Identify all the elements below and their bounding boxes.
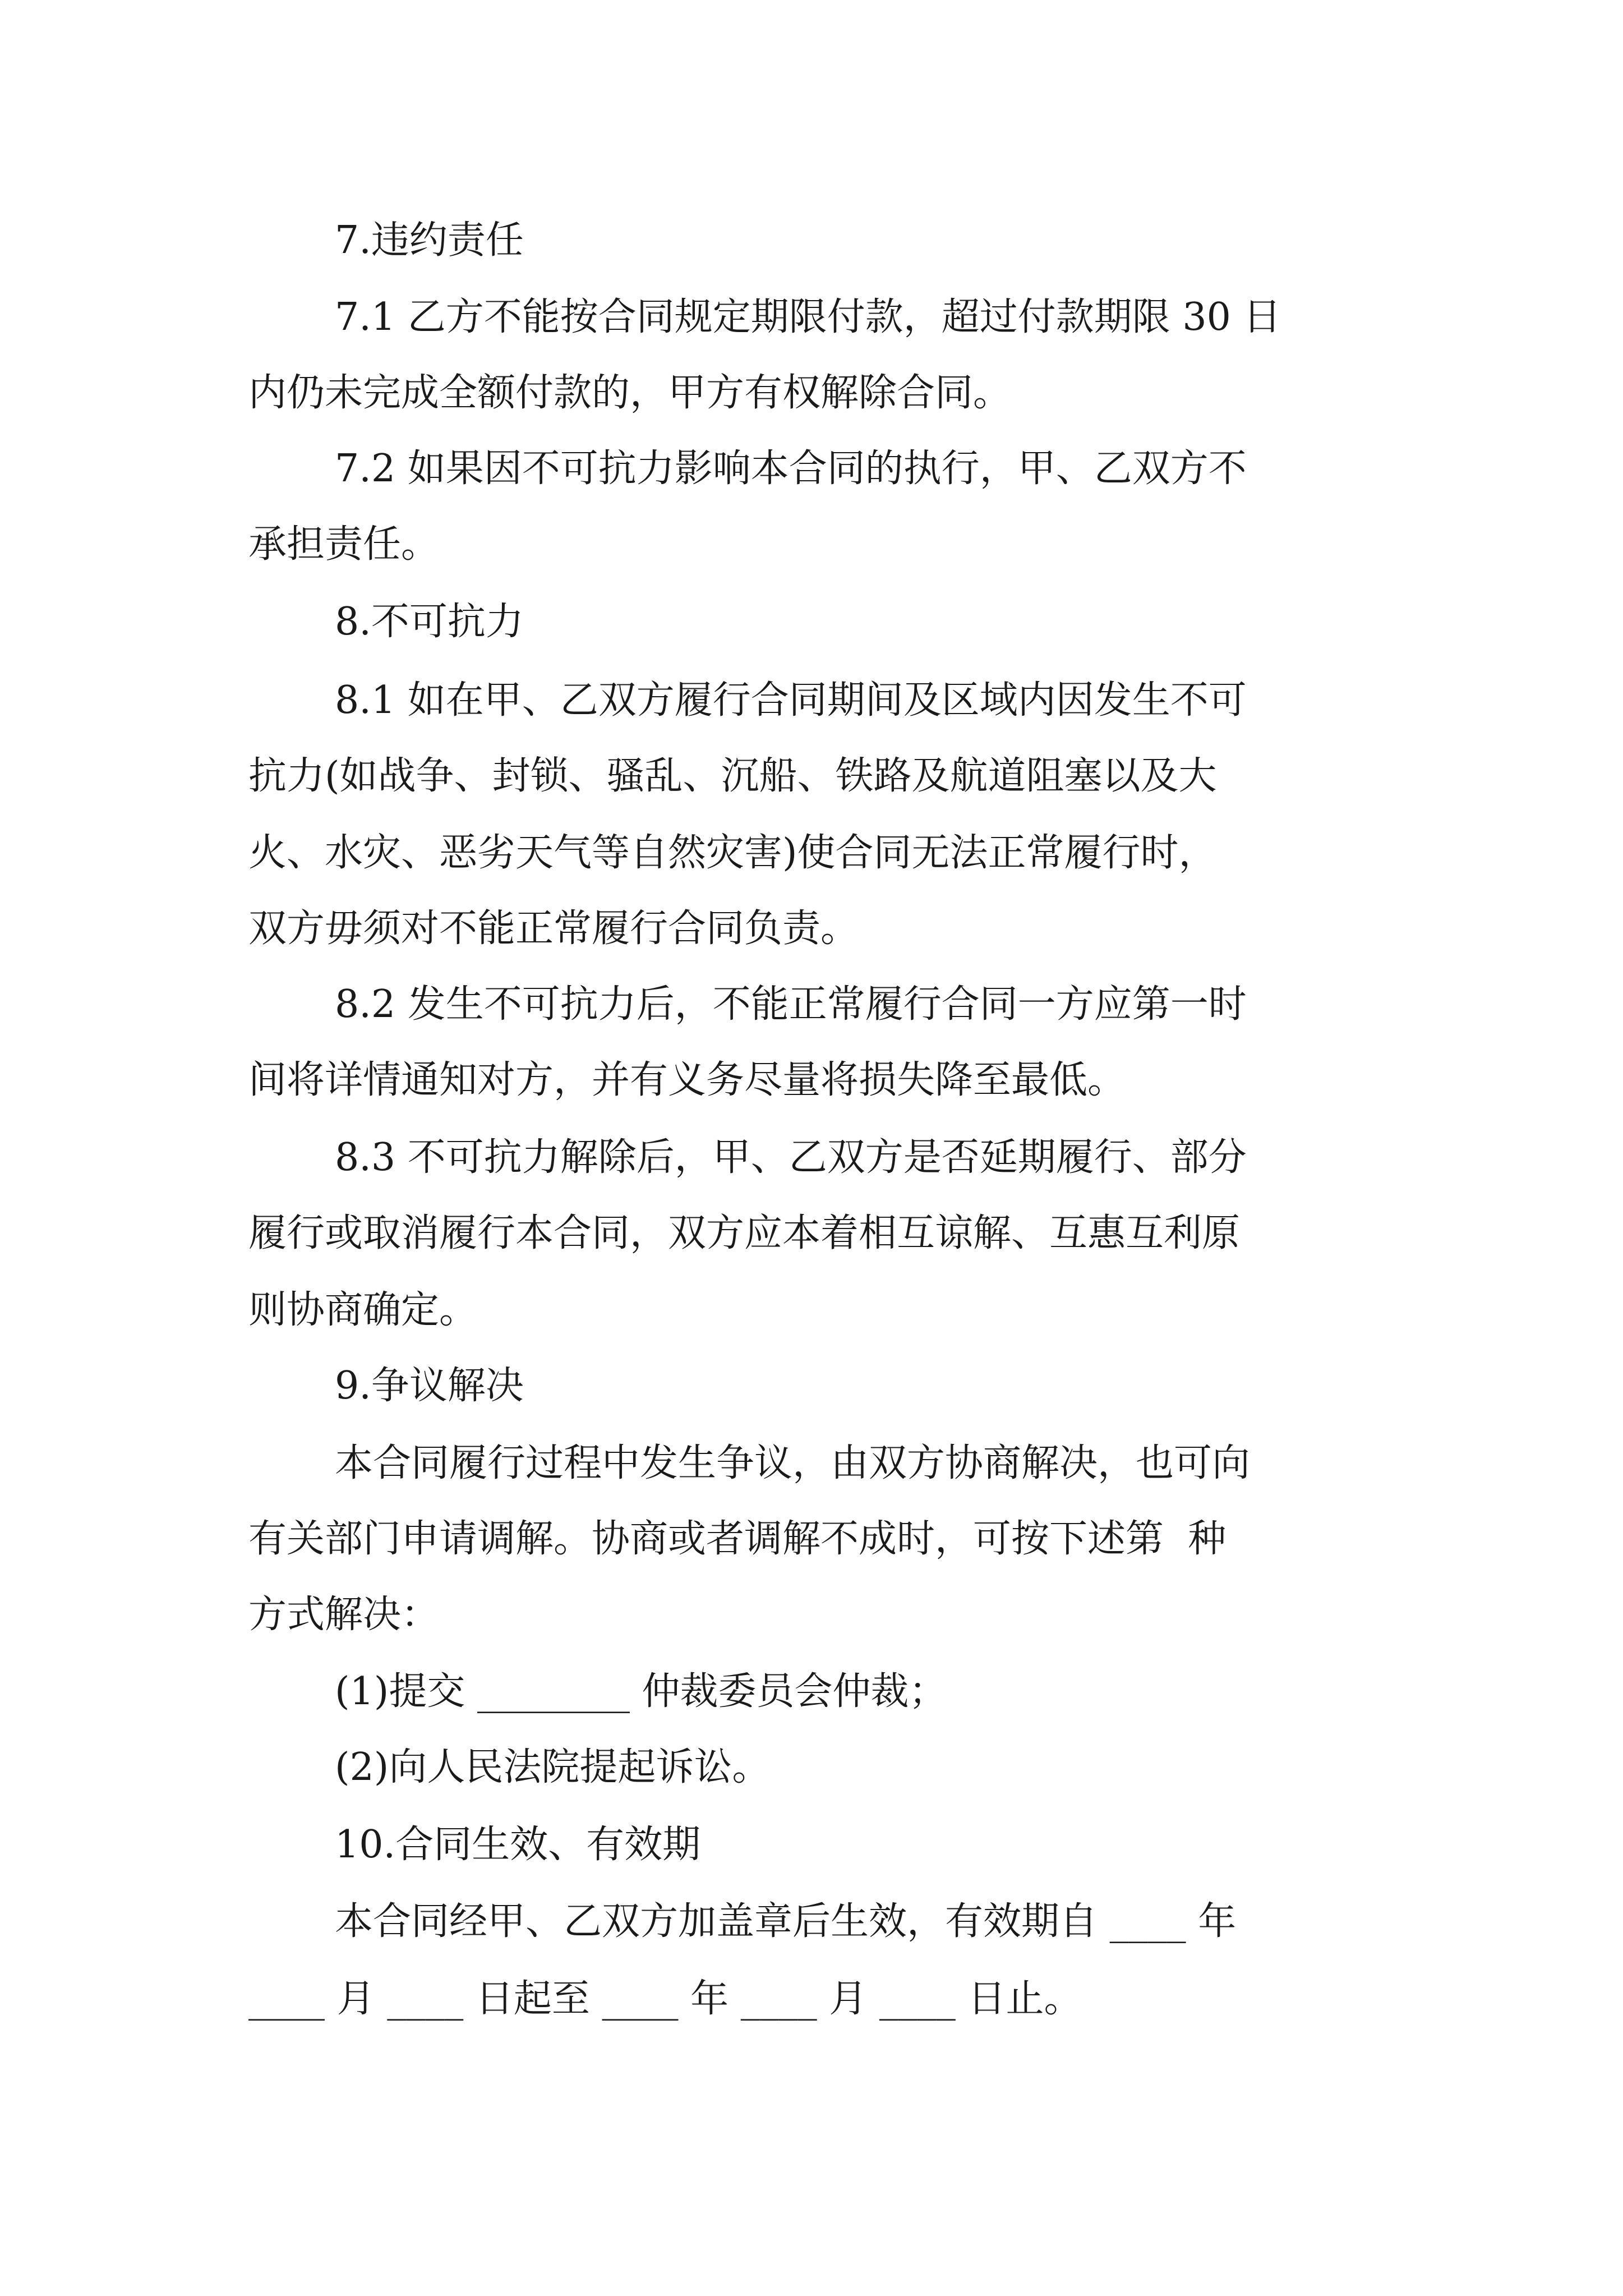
list-item-arbitration: (1)提交 ________ 仲裁委员会仲裁； <box>335 1669 947 1714</box>
paragraph-line: 本合同经甲、乙双方加盖章后生效，有效期自 ____ 年 <box>335 1899 1237 1944</box>
paragraph-line: 8.2 发生不可抗力后，不能正常履行合同一方应第一时 <box>335 982 1247 1027</box>
section-heading-7: 7.违约责任 <box>335 218 524 263</box>
paragraph-line: 7.2 如果因不可抗力影响本合同的执行，甲、乙双方不 <box>335 447 1247 491</box>
section-heading-9: 9.争议解决 <box>335 1364 524 1408</box>
section-heading-10: 10.合同生效、有效期 <box>335 1823 701 1867</box>
paragraph-line: 则协商确定。 <box>248 1288 478 1332</box>
paragraph-line: 方式解决： <box>248 1593 440 1637</box>
paragraph-line: 8.3 不可抗力解除后，甲、乙双方是否延期履行、部分 <box>335 1135 1247 1180</box>
paragraph-line: 抗力(如战争、封锁、骚乱、沉船、铁路及航道阻塞以及大 <box>248 754 1217 798</box>
paragraph-line: 8.1 如在甲、乙双方履行合同期间及区域内因发生不可 <box>335 678 1247 723</box>
paragraph-line: ____ 月 ____ 日起至 ____ 年 ____ 月 ____ 日止。 <box>248 1977 1082 2021</box>
paragraph-line: 火、水灾、恶劣天气等自然灾害)使合同无法正常履行时， <box>248 831 1217 875</box>
paragraph-line: 间将详情通知对方，并有义务尽量将损失降至最低。 <box>248 1058 1126 1102</box>
paragraph-line: 内仍未完成全额付款的，甲方有权解除合同。 <box>248 371 1012 415</box>
paragraph-line: 本合同履行过程中发生争议，由双方协商解决，也可向 <box>335 1441 1251 1485</box>
paragraph-line: 7.1 乙方不能按合同规定期限付款，超过付款期限 30 日 <box>335 295 1281 339</box>
paragraph-line: 双方毋须对不能正常履行合同负责。 <box>248 907 859 951</box>
section-heading-8: 8.不可抗力 <box>335 600 524 644</box>
paragraph-line: 履行或取消履行本合同，双方应本着相互谅解、互惠互利原 <box>248 1211 1241 1255</box>
paragraph-line: 承担责任。 <box>248 522 440 567</box>
paragraph-line: 有关部门申请调解。协商或者调解不成时，可按下述第 种 <box>248 1517 1227 1561</box>
list-item-litigation: (2)向人民法院提起诉讼。 <box>335 1745 771 1789</box>
